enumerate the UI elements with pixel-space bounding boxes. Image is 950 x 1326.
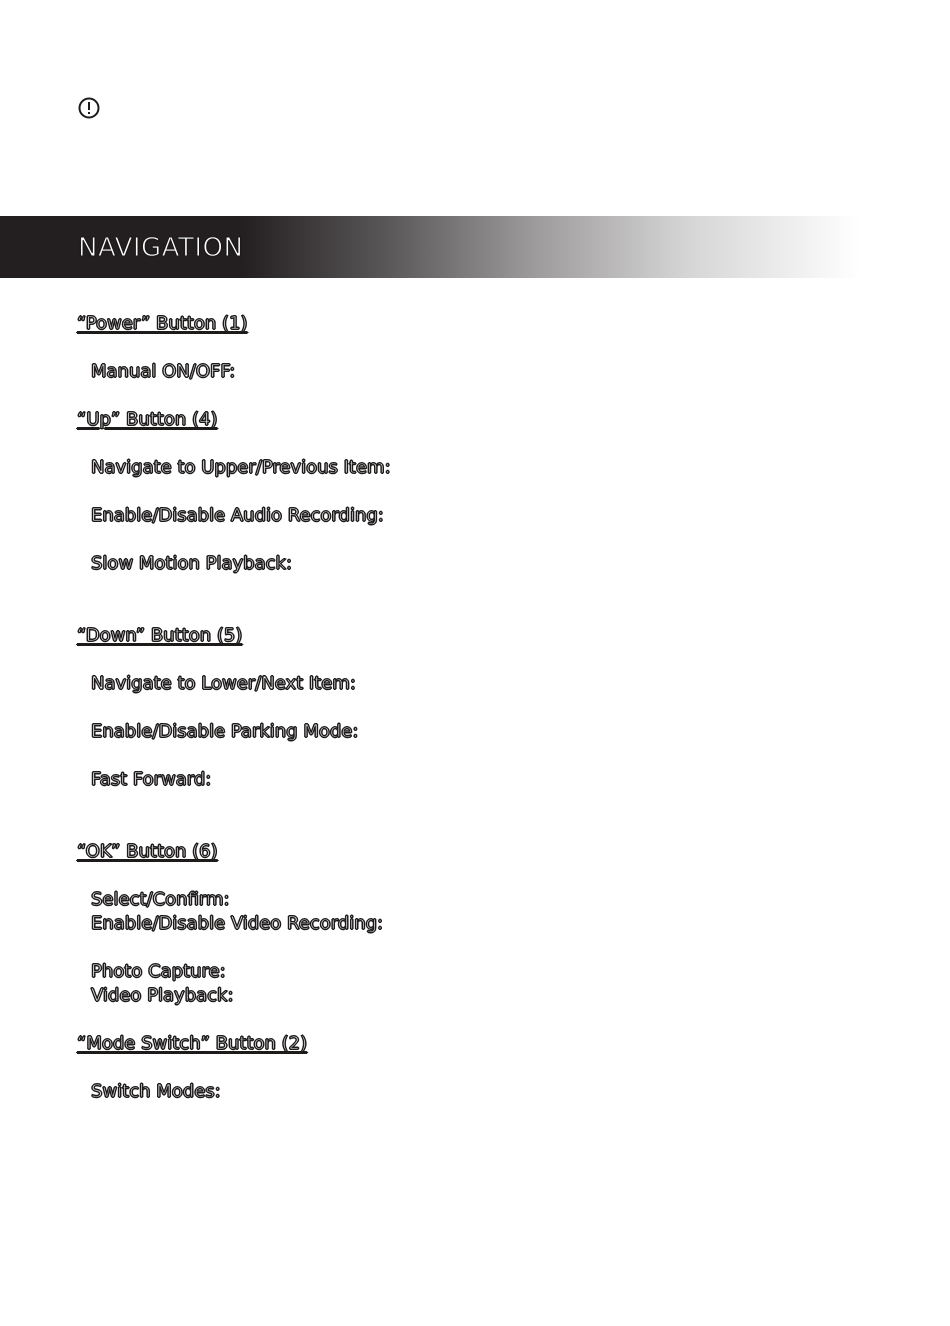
- down-button-heading: “Down” Button (5): [77, 625, 243, 646]
- mode-switch-button-heading: “Mode Switch” Button (2): [77, 1033, 308, 1054]
- manual-on-off-label: Manual ON/OFF:: [91, 361, 236, 382]
- fast-forward-label: Fast Forward:: [91, 769, 212, 790]
- ok-button-heading: “OK” Button (6): [77, 841, 218, 862]
- slow-motion-label: Slow Motion Playback:: [91, 553, 293, 574]
- switch-modes-label: Switch Modes:: [91, 1081, 221, 1102]
- video-playback-label: Video Playback:: [91, 985, 234, 1006]
- up-button-heading: “Up” Button (4): [77, 409, 218, 430]
- parking-mode-label: Enable/Disable Parking Mode:: [91, 721, 359, 742]
- photo-capture-label: Photo Capture:: [91, 961, 226, 982]
- audio-recording-label: Enable/Disable Audio Recording:: [91, 505, 384, 526]
- section-title: NAVIGATION: [78, 233, 244, 263]
- power-button-heading: “Power” Button (1): [77, 313, 248, 334]
- select-confirm-label: Select/Confirm:: [91, 889, 230, 910]
- navigate-upper-label: Navigate to Upper/Previous Item:: [91, 457, 391, 478]
- navigate-lower-label: Navigate to Lower/Next Item:: [91, 673, 356, 694]
- exclamation-circle-icon: [78, 97, 100, 119]
- video-recording-label: Enable/Disable Video Recording:: [91, 913, 384, 934]
